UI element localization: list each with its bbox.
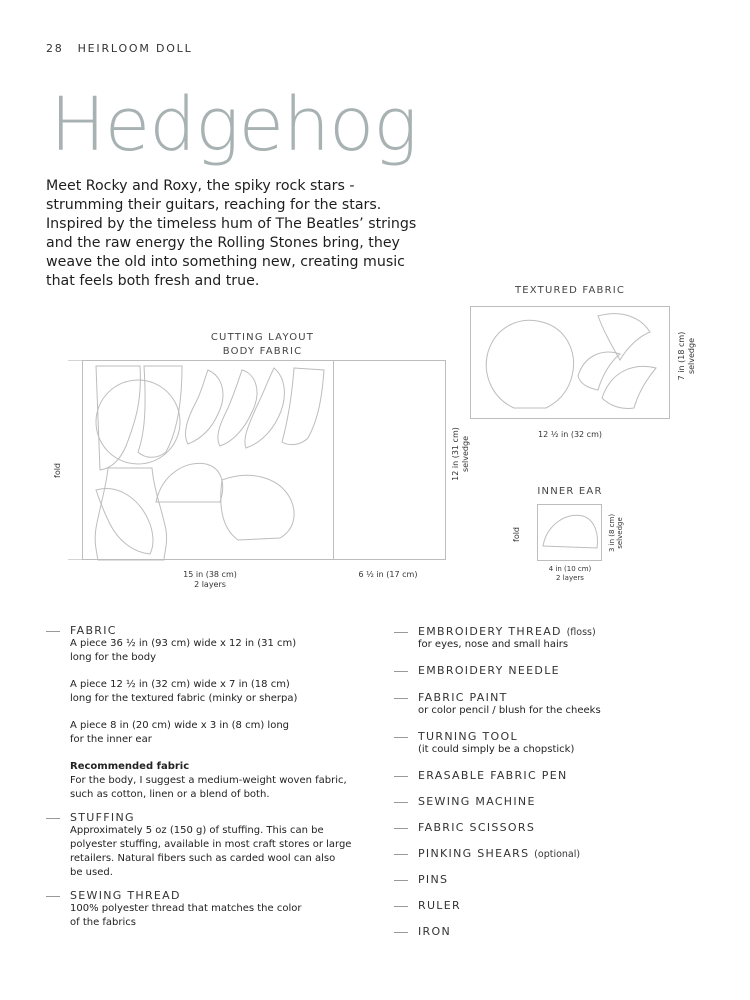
pattern-arm-3 — [245, 368, 284, 448]
pattern-back-circle — [486, 320, 573, 408]
material-name: TURNING TOOL — [418, 730, 518, 743]
material-name: IRON — [418, 925, 451, 938]
inner-height-value: 3 in (8 cm) — [608, 513, 616, 553]
material-embroidery-thread — [394, 625, 724, 652]
material-desc: such as cotton, linen or a blend of both. — [70, 789, 270, 800]
body-fabric-label: BODY FABRIC — [222, 346, 303, 357]
inner-width-label — [530, 565, 610, 583]
textured-selvedge-label: selvedge — [687, 337, 696, 375]
material-name: FABRIC SCISSORS — [418, 821, 536, 834]
material-name: PINS — [418, 873, 449, 886]
material-desc: retailers. Natural fibers such as carded wool can also — [70, 853, 336, 864]
material-desc: Approximately 5 oz (150 g) of stuffing. This can be — [70, 825, 324, 836]
material-fabric-scissors — [394, 821, 724, 834]
material-desc: be used. — [70, 867, 113, 878]
page-number: 28 — [46, 42, 64, 55]
inner-layers-label: 2 layers — [556, 574, 584, 582]
intro-line: and the raw energy the Rolling Stones bring, they — [46, 235, 400, 251]
material-desc: A piece 12 ½ in (32 cm) wide x 7 in (18 cm) — [70, 679, 290, 690]
material-name: EMBROIDERY THREAD — [418, 625, 562, 638]
textured-height-value: 7 in (18 cm) — [677, 331, 686, 381]
pattern-inner-ear — [543, 515, 597, 548]
material-desc: or color pencil / blush for the cheeks — [418, 705, 601, 716]
recommended-fabric-title: Recommended fabric — [70, 761, 190, 772]
material-desc: (it could simply be a chopstick) — [418, 744, 575, 755]
material-desc: 100% polyester thread that matches the color — [70, 903, 302, 914]
pattern-body-front — [95, 468, 166, 560]
pattern-arm-1 — [186, 370, 223, 444]
material-name: STUFFING — [70, 811, 135, 824]
pattern-spike-2 — [578, 352, 620, 390]
material-name: FABRIC PAINT — [418, 691, 508, 704]
running-header — [46, 42, 193, 55]
textured-fabric-title: TEXTURED FABRIC — [514, 285, 626, 296]
material-sewing-thread — [46, 889, 376, 930]
pattern-arm-2 — [218, 370, 257, 446]
material-fabric-paint — [394, 691, 724, 718]
body-width-value: 15 in (38 cm) — [183, 570, 237, 579]
body-height-value: 12 in (31 cm) — [451, 427, 460, 481]
material-desc: for the inner ear — [70, 734, 152, 745]
fold-edge — [68, 360, 82, 560]
material-name: SEWING THREAD — [70, 889, 181, 902]
body-width-label — [160, 570, 260, 590]
inner-fold-label: fold — [512, 526, 521, 542]
material-desc: for eyes, nose and small hairs — [418, 639, 569, 650]
material-erasable-pen — [394, 769, 724, 782]
pattern-ear-piece — [156, 463, 223, 502]
material-desc: A piece 8 in (20 cm) wide x 3 in (8 cm) long — [70, 720, 289, 731]
intro-line: that feels both fresh and true. — [46, 273, 260, 289]
material-desc: A piece 36 ½ in (93 cm) wide x 12 in (31 cm) — [70, 638, 297, 649]
intro-line: weave the old into something new, creating music — [46, 254, 405, 270]
body-pattern-pieces — [82, 360, 446, 560]
inner-width-value: 4 in (10 cm) — [548, 565, 592, 573]
pattern-head-back — [221, 475, 294, 540]
inner-height-label — [608, 508, 624, 558]
textured-width-label: 12 ½ in (32 cm) — [537, 430, 602, 439]
material-option: (optional) — [534, 849, 581, 860]
body-selvedge-label: selvedge — [461, 435, 470, 473]
intro-line: Meet Rocky and Roxy, the spiky rock stars - — [46, 178, 355, 194]
intro-line: strumming their guitars, reaching for the stars. — [46, 197, 382, 213]
inner-selvedge-label: selvedge — [616, 517, 624, 549]
book-title: HEIRLOOM DOLL — [77, 42, 193, 55]
intro-line: Inspired by the timeless hum of The Beatles’ strings — [46, 216, 417, 232]
material-desc: long for the body — [70, 652, 157, 663]
material-turning-tool — [394, 730, 724, 757]
material-desc: polyester stuffing, available in most craft stores or large — [70, 839, 352, 850]
material-option: (floss) — [566, 627, 596, 638]
pattern-leg — [282, 368, 324, 445]
pattern-foot — [96, 489, 153, 554]
textured-pattern-pieces — [470, 306, 670, 419]
inner-ear-pattern — [537, 504, 602, 561]
side-width-label: 6 ½ in (17 cm) — [358, 570, 418, 579]
materials-list-left — [46, 624, 376, 930]
material-pins — [394, 873, 724, 886]
material-desc: long for the textured fabric (minky or sherpa) — [70, 693, 298, 704]
material-desc: For the body, I suggest a medium-weight woven fabric, — [70, 775, 347, 786]
body-layers-label: 2 layers — [194, 580, 226, 589]
material-stuffing — [46, 811, 376, 880]
material-sewing-machine — [394, 795, 724, 808]
material-name: PINKING SHEARS — [418, 847, 530, 860]
material-name: RULER — [418, 899, 461, 912]
pattern-spike-1 — [598, 314, 650, 360]
material-fabric — [46, 624, 376, 802]
materials-list-right — [394, 625, 724, 938]
material-name: ERASABLE FABRIC PEN — [418, 769, 568, 782]
material-iron — [394, 925, 724, 938]
pattern-body-left — [96, 366, 140, 470]
inner-ear-title: INNER EAR — [537, 486, 603, 497]
pattern-body-right — [138, 366, 182, 457]
pattern-spike-3 — [602, 366, 656, 408]
intro-paragraph — [46, 177, 436, 291]
material-name: FABRIC — [70, 624, 117, 637]
material-name: SEWING MACHINE — [418, 795, 536, 808]
material-pinking-shears — [394, 847, 724, 860]
textured-height-label — [677, 316, 697, 396]
material-desc: of the fabrics — [70, 917, 137, 928]
cutting-layout-title — [190, 331, 335, 359]
body-fold-label: fold — [53, 462, 62, 478]
material-name: EMBROIDERY NEEDLE — [418, 664, 560, 677]
material-embroidery-needle — [394, 664, 724, 677]
material-ruler — [394, 899, 724, 912]
cutting-layout-label: CUTTING LAYOUT — [210, 332, 315, 343]
body-height-label — [451, 424, 471, 484]
page-title: Hedgehog — [50, 82, 417, 168]
